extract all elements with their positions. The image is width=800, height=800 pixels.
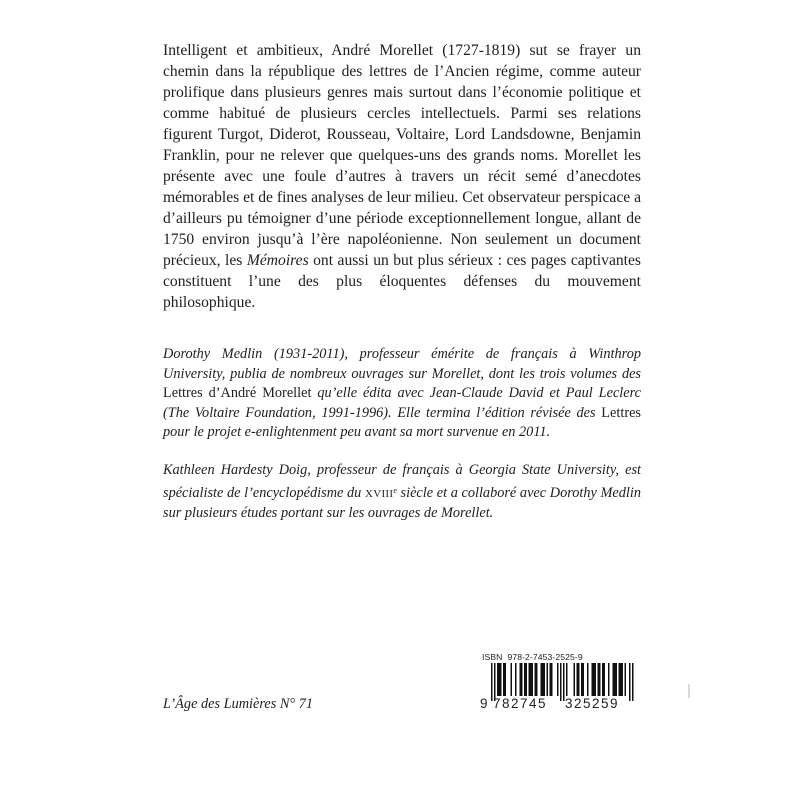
bio-doig-text-b: siècle et a collaboré avec Dorothy Medlin sur plusieurs études portant sur les ouvrages de Morellet.	[163, 484, 641, 521]
barcode-bar	[499, 663, 501, 696]
barcode-bar	[505, 663, 507, 696]
barcode-bar	[544, 663, 546, 696]
barcode-bar	[625, 663, 627, 696]
isbn-prefix: ISBN	[482, 652, 503, 662]
barcode-bar	[530, 663, 532, 696]
bio-medlin-text-d: qu’elle édita avec Jean-Claude David et Paul Leclerc (	[163, 385, 642, 421]
barcode-bar	[619, 663, 621, 696]
barcode-bar	[557, 663, 559, 696]
barcode-bar	[511, 663, 513, 696]
barcode-bar	[581, 663, 583, 696]
barcode-bar	[583, 663, 585, 696]
barcode-bar	[535, 663, 537, 696]
barcode-bar	[622, 663, 624, 696]
barcode-bar	[503, 663, 505, 696]
barcode-bar	[542, 663, 544, 696]
barcode-bar	[536, 663, 538, 696]
summary-text-end: ont aussi un but plus sérieux : ces pages captivantes constituent l’une des plus éloquentes défenses du mouvement philosophique.	[163, 252, 641, 311]
barcode-bar	[577, 663, 579, 696]
barcode-bar	[520, 663, 522, 696]
barcode-bar	[599, 663, 601, 696]
barcode-bar	[532, 663, 534, 696]
series-title: L’Âge des Lumières N° 71	[163, 696, 313, 712]
barcode-bar	[551, 663, 553, 696]
author-bio-medlin	[163, 345, 641, 443]
barcode-bar	[500, 663, 502, 696]
barcode-bar	[529, 663, 531, 696]
barcode-bar	[593, 663, 595, 696]
bio-medlin-text-c: d’André Morellet	[202, 385, 318, 401]
barcode-bar	[620, 663, 622, 696]
barcode-bar	[521, 663, 523, 696]
barcode-digit-lead: 9	[480, 696, 488, 711]
barcode-bar	[497, 663, 499, 696]
summary-text: Intelligent et ambitieux, André Morellet (1727-1819) sut se frayer un chemin dans la république des lettres de l’Ancien régime, comme auteur prolifique dans plusieurs genres mais surtout dans l’économie politique et comme habitué de plusieurs cercles intellectuels. Parmi ses relations figurent Turgot, Diderot, Rousseau, Voltaire, Lord Landsdowne, Benjamin Franklin, pour ne relever que quelques-uns des grands noms. Morellet les présente avec une foule d’autres à travers un récit semé d’anecdotes mémorables et de fines analyses de leur milieu. Cet observateur perspicace a d’ailleurs pu témoigner d’une période exceptionnellement longue, allant de 1750 environ jusqu’à l’ère napoléonienne. Non seulement un document précieux, les	[163, 42, 642, 269]
barcode-bar	[524, 663, 526, 696]
barcode-bar	[578, 663, 580, 696]
isbn-label	[482, 652, 640, 662]
barcode-bar	[566, 663, 568, 696]
bio-doig-century-sup: e	[393, 485, 397, 495]
isbn-barcode	[481, 652, 641, 716]
barcode-bar	[526, 663, 528, 696]
barcode-bar	[595, 663, 597, 696]
bio-medlin-publisher: The Voltaire Foundation	[167, 404, 313, 421]
bio-medlin-text-a: Dorothy Medlin (1931-2011), professeur émérite de français à Winthrop University, publia de nombreux ouvrages sur Morellet, dont les trois volumes des	[163, 346, 641, 382]
barcode-digits-group2: 325259	[565, 696, 620, 711]
barcode-bar	[602, 663, 604, 696]
bio-doig-text-a: Kathleen Hardesty Doig, professeur de français à Georgia State University, est spécialiste de l’encyclopédisme du	[163, 462, 641, 501]
book-summary	[163, 40, 641, 313]
barcode-bar	[604, 663, 606, 696]
barcode-bar	[616, 663, 618, 696]
barcode-bar	[598, 663, 600, 696]
bio-medlin-text-h: pour le projet e-enlightenment peu avant sa mort survenue en 2011.	[163, 424, 551, 440]
barcode-bar	[614, 663, 616, 696]
barcode-bar	[541, 663, 543, 696]
bio-medlin-title-lettres: Lettres	[163, 385, 203, 401]
barcode-bar	[613, 663, 615, 696]
barcode-bar	[608, 663, 610, 696]
barcode-bar	[547, 663, 549, 696]
bio-doig-century: XVIII	[364, 487, 394, 500]
barcode-digits	[481, 696, 641, 714]
edge-mark	[688, 684, 690, 698]
barcode-bar	[550, 663, 552, 696]
barcode-bar	[574, 663, 576, 696]
author-bio-doig	[163, 461, 641, 524]
barcode-bar	[515, 663, 517, 696]
barcode-digits-group1: 782745	[493, 696, 548, 711]
bio-medlin-title-lettres-2: Lettres	[601, 404, 641, 421]
summary-title-italic: Mémoires	[246, 252, 309, 269]
isbn-number: 978-2-7453-2525-9	[507, 652, 583, 662]
bio-medlin-text-f: , 1991-1996). Elle termina l’édition révisée des	[312, 404, 602, 421]
barcode-bar	[592, 663, 594, 696]
barcode-bar	[587, 663, 589, 696]
